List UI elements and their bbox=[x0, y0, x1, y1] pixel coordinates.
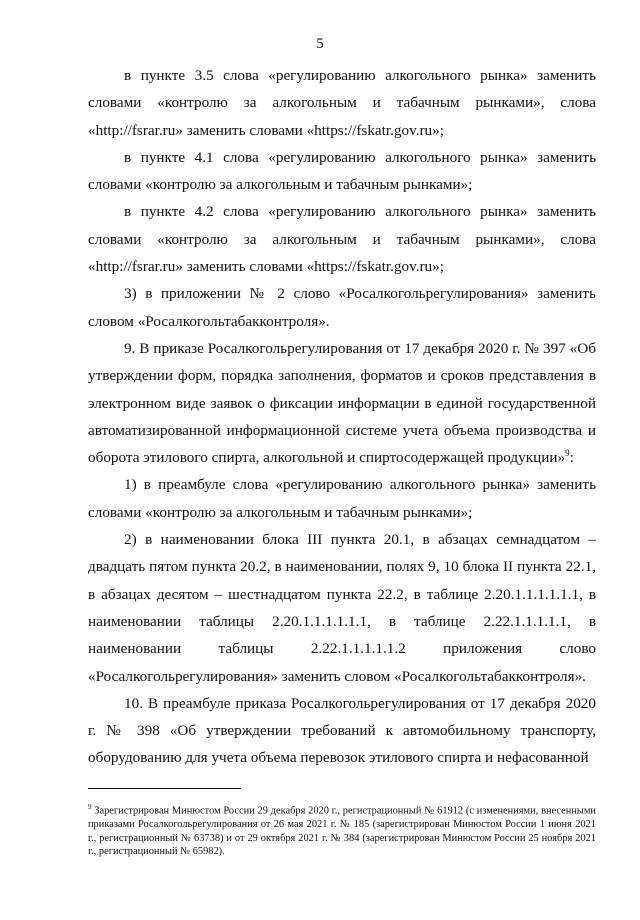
footnote bbox=[88, 801, 596, 859]
paragraph-item-9 bbox=[88, 335, 596, 471]
item-9-text: 9. В приказе Росалкогольрегулирования от 17 декабря 2020 г. № 397 «Об утверждении форм, порядка заполнения, форматов и сроков представления в электронном виде заявок о фиксации информации в единой государственной автоматизированной информационной системе учета объема производства и оборота этилового спирта, алкогольной и спиртосодержащей продукции» bbox=[88, 339, 596, 467]
paragraph-3-5: в пункте 3.5 слова «регулированию алкогольного рынка» заменить словами «контролю за алкогольным и табачным рынками», слова «http://fsrar.ru» заменить словами «https://fskatr.gov.ru»; bbox=[88, 67, 596, 139]
paragraph-9-2: 2) в наименовании блока III пункта 20.1, в абзацах семнадцатом – двадцать пятом пункта 20.2, в наименовании, полях 9, 10 блока II пункта 22.1, в абзацах десятом – шестнадцатом пункта 22.2, в таблице 2.20.1.1.1.1.1.1, в наименовании таблицы 2.20.1.1.1.1.1.1, в таблице 2.22.1.1.1.1.1, в наименовании таблицы 2.22.1.1.1.1.1.2 приложения слово «Росалкогольрегулирования» заменить словом «Росалкогольтабакконтроля». bbox=[88, 531, 596, 685]
footnote-marker: 9 bbox=[88, 803, 92, 811]
item-9-suffix: : bbox=[569, 449, 574, 467]
paragraph-9-1: 1) в преамбуле слова «регулированию алкогольного рынка» заменить словами «контролю за алкогольным и табачным рынками»; bbox=[88, 476, 596, 521]
footnote-text: Зарегистрирован Минюстом России 29 декабря 2020 г., регистрационный № 61912 (с изменениями, внесенными приказами Росалкогольрегулирования от 26 мая 2021 г. № 185 (зарегистрирован Минюстом России 1 июня 2021 г., регистрационный № 63738) и от 29 октября 2021 г. № 384 (зарегистрирован Минюстом России 25 ноября 2021 г., регистрационный № 65982). bbox=[88, 805, 596, 858]
paragraph-item-10: 10. В преамбуле приказа Росалкогольрегулирования от 17 декабря 2020 г. № 398 «Об утверждении требований к автомобильному транспорту, оборудованию для учета объема перевозок этилового спирта и нефасованной bbox=[88, 694, 596, 767]
page-number: 5 bbox=[316, 36, 324, 52]
paragraph-4-2: в пункте 4.2 слова «регулированию алкогольного рынка» заменить словами «контролю за алкогольным и табачным рынками», слова «http://fsrar.ru» заменить словами «https://fskatr.gov.ru»; bbox=[88, 203, 596, 276]
footnote-reference[interactable]: 9 bbox=[565, 448, 570, 459]
paragraph-appendix-2: 3) в приложении № 2 слово «Росалкогольрегулирования» заменить словом «Росалкогольтабакконтроля». bbox=[88, 285, 596, 330]
paragraph-4-1: в пункте 4.1 слова «регулированию алкогольного рынка» заменить словами «контролю за алкогольным и табачным рынками»; bbox=[88, 148, 596, 194]
footnote-divider bbox=[88, 788, 241, 789]
body-text bbox=[88, 62, 596, 772]
